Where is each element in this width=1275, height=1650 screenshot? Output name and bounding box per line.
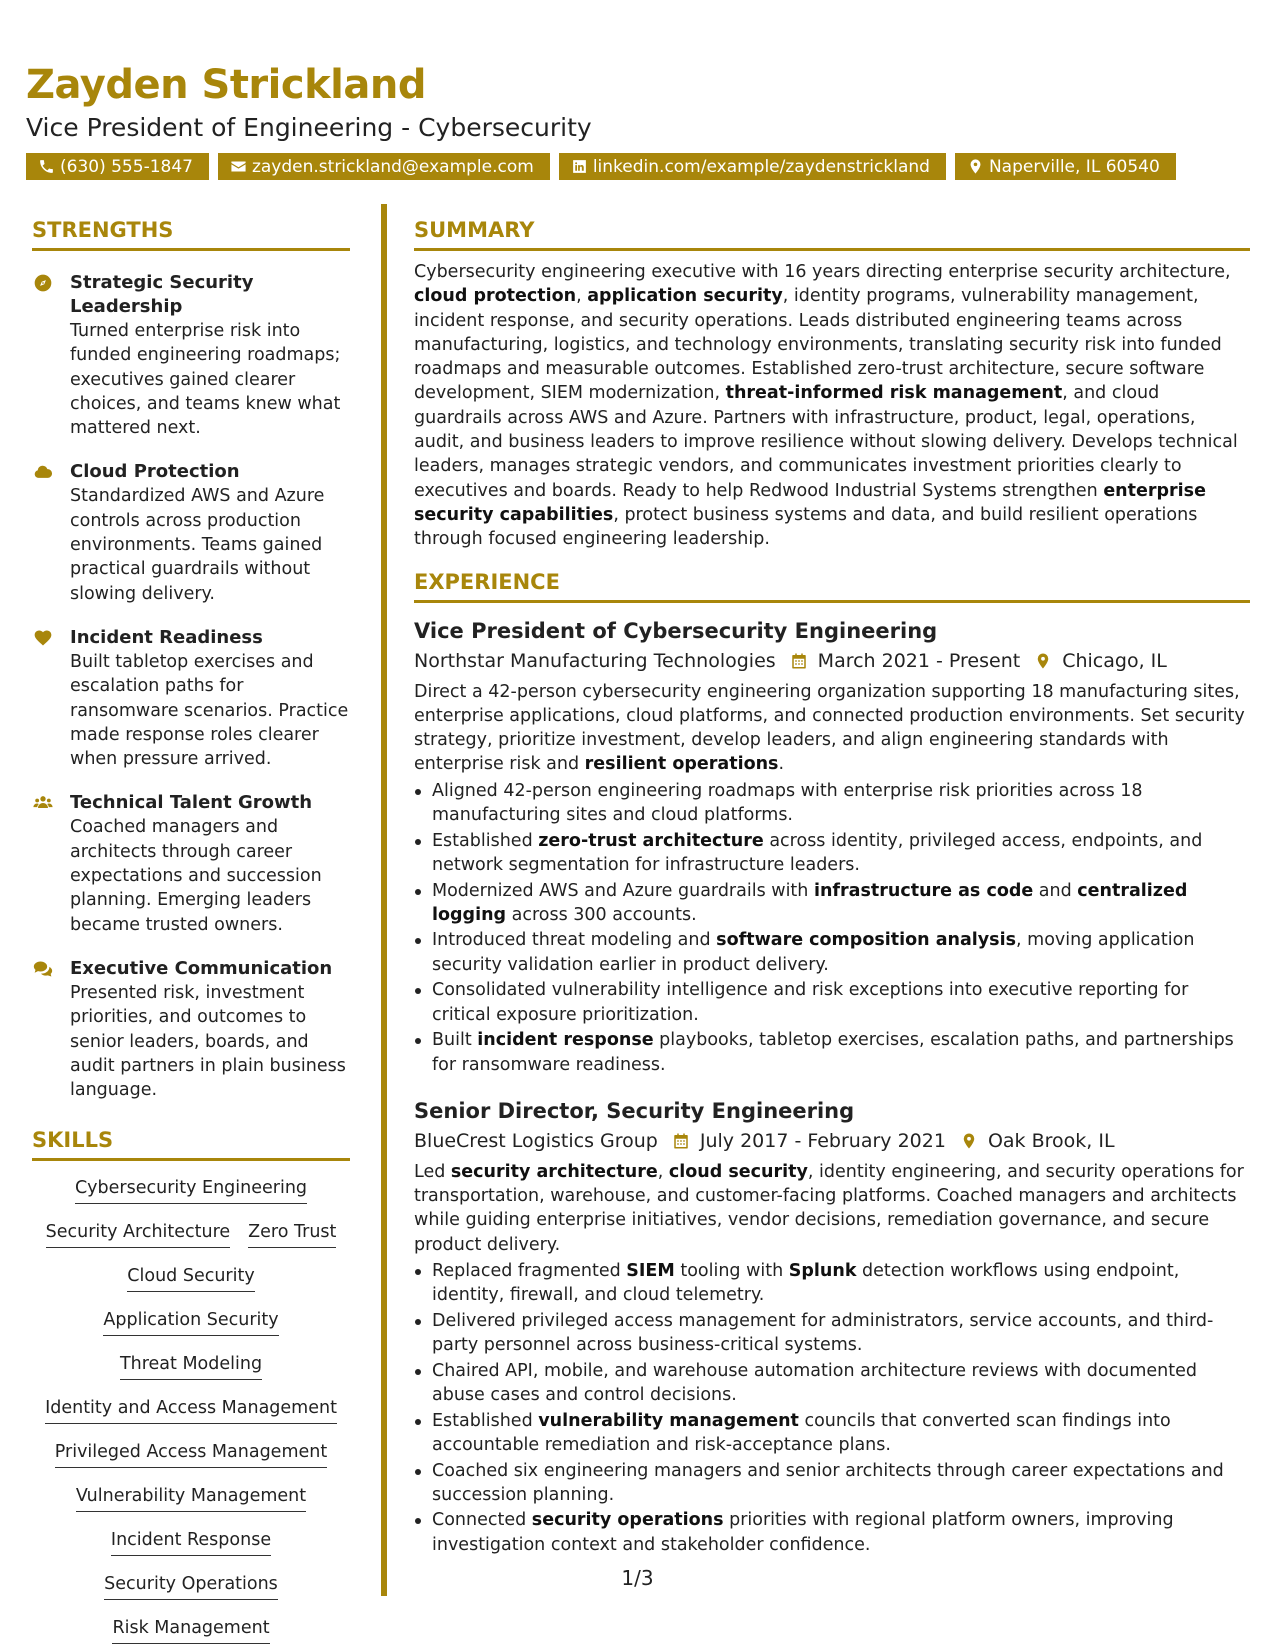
text-run: , identity engineering, and security operations for transportation, warehouse, and customer-facing platforms. Coached managers and architects while guiding enterprise initiatives, vendor decisions, remediation governance, and secure product delivery.: [414, 1161, 1244, 1255]
strength-desc: Turned enterprise risk into funded engineering roadmaps; executives gained clearer choices, and teams knew what mattered next.: [70, 321, 341, 439]
candidate-title: Vice President of Engineering - Cybersecurity: [26, 113, 592, 142]
linkedin-icon: [571, 158, 588, 175]
strength-item: [32, 460, 350, 605]
bullet-item: [414, 978, 1250, 1027]
strength-title: Technical Talent Growth: [70, 792, 313, 814]
text-run: Introduced threat modeling and: [432, 930, 717, 951]
page-number: 1/3: [621, 1566, 654, 1590]
text-run: across 300 accounts.: [506, 904, 697, 925]
bullet-item: [414, 1359, 1250, 1408]
job-dates: July 2017 - February 2021: [699, 1129, 946, 1152]
job-description: [414, 680, 1250, 777]
text-run: .: [778, 754, 785, 775]
column-divider: [381, 204, 387, 1596]
bullet-item: [414, 1028, 1250, 1077]
text-run: ,: [657, 1161, 669, 1182]
summary-text: [414, 260, 1250, 552]
skill-tag: Zero Trust: [248, 1221, 336, 1248]
bullet-item: [414, 1508, 1250, 1557]
job-title: Senior Director, Security Engineering: [414, 1098, 855, 1123]
emphasis-text: security architecture: [450, 1161, 658, 1182]
skill-tag: Application Security: [103, 1309, 278, 1336]
experience-heading: EXPERIENCE: [414, 570, 1250, 603]
bullet-item: [414, 928, 1250, 977]
calendar-icon: [672, 1131, 690, 1151]
emphasis-text: application security: [587, 286, 783, 307]
bullet-item: [414, 1259, 1250, 1308]
text-run: playbooks, tabletop exercises, escalation paths, and partnerships for ransomware readiness.: [432, 1030, 1234, 1075]
summary-heading: SUMMARY: [414, 218, 1250, 251]
emphasis-text: cloud protection: [414, 286, 577, 307]
users-icon: [32, 793, 54, 813]
comments-icon: [32, 959, 54, 979]
text-run: , moving application security validation earlier in product delivery.: [432, 930, 1195, 975]
contact-bar: [26, 153, 1176, 180]
emphasis-text: infrastructure as code: [813, 880, 1034, 901]
text-run: Built: [432, 1030, 478, 1051]
strength-item: [32, 626, 350, 771]
heart-icon: [32, 628, 54, 648]
job-meta: [414, 1128, 1250, 1154]
bullet-item: [414, 829, 1250, 878]
strength-desc: Coached managers and architects through career expectations and succession planning. Emerging leaders became trusted owners.: [70, 817, 322, 935]
text-run: Replaced fragmented: [432, 1260, 627, 1281]
phone-icon: [38, 158, 55, 175]
job-description: [414, 1160, 1250, 1257]
contact-phone[interactable]: [26, 153, 209, 180]
emphasis-text: enterprise security capabilities: [414, 480, 1206, 525]
right-column: [414, 218, 1250, 1558]
text-run: Chaired API, mobile, and warehouse automation architecture reviews with documented abuse cases and control decisions.: [432, 1360, 1197, 1406]
skill-tag: Security Architecture: [46, 1221, 231, 1248]
skill-tag: Cloud Security: [127, 1265, 254, 1292]
left-column: [32, 218, 350, 1644]
text-run: ,: [576, 286, 588, 307]
text-run: detection workflows using endpoint, identity, firewall, and cloud telemetry.: [432, 1260, 1180, 1306]
skills-heading: SKILLS: [32, 1128, 350, 1161]
bullet-item: [414, 879, 1250, 928]
text-run: Consolidated vulnerability intelligence and risk exceptions into executive reporting for critical exposure prioritization.: [432, 980, 1189, 1025]
job-bullets: [414, 1259, 1250, 1557]
strengths-heading: STRENGTHS: [32, 218, 350, 251]
text-run: tooling with: [674, 1260, 789, 1281]
location-text: Naperville, IL 60540: [988, 156, 1160, 177]
job-bullets: [414, 779, 1250, 1077]
text-run: Delivered privileged access management for administrators, service accounts, and third-party personnel across business-critical systems.: [432, 1310, 1214, 1356]
strength-title: Executive Communication: [70, 957, 333, 979]
strength-title: Cloud Protection: [70, 461, 240, 483]
envelope-icon: [230, 158, 247, 175]
job-dates: March 2021 - Present: [817, 649, 1021, 672]
job-location: Oak Brook, IL: [987, 1129, 1115, 1152]
job-title: Vice President of Cybersecurity Engineering: [414, 618, 938, 643]
bullet-item: [414, 1459, 1250, 1508]
skill-tag: Security Operations: [104, 1573, 278, 1600]
company-name: Northstar Manufacturing Technologies: [414, 649, 776, 672]
strength-title: Incident Readiness: [70, 626, 263, 648]
strength-desc: Presented risk, investment priorities, and outcomes to senior leaders, boards, and audit partners in plain business language.: [70, 982, 346, 1101]
emphasis-text: security operations: [531, 1510, 724, 1531]
linkedin-text: linkedin.com/example/zaydenstrickland: [592, 156, 930, 177]
bullet-item: [414, 779, 1250, 828]
skill-tag: Incident Response: [111, 1529, 271, 1556]
job-meta: [414, 648, 1250, 674]
skill-tag: Identity and Access Management: [45, 1397, 337, 1424]
email-text: zayden.strickland@example.com: [251, 156, 534, 177]
text-run: Cybersecurity engineering executive with 16 years directing enterprise security architecture,: [414, 262, 1231, 282]
company-name: BlueCrest Logistics Group: [414, 1129, 658, 1152]
contact-linkedin[interactable]: [559, 153, 946, 180]
text-run: Modernized AWS and Azure guardrails with: [432, 880, 814, 901]
emphasis-text: centralized logging: [432, 880, 1188, 925]
map-pin-icon: [960, 1131, 978, 1151]
bullet-item: [414, 1309, 1250, 1358]
contact-location: [955, 153, 1176, 180]
skill-tag: Risk Management: [112, 1617, 269, 1644]
text-run: and: [1033, 880, 1078, 901]
contact-email[interactable]: [218, 153, 550, 180]
strength-title: Strategic Security Leadership: [70, 272, 254, 317]
text-run: , identity programs, vulnerability management, incident response, and security operations. Leads distributed engineering teams across manufacturing, logistics, and technology environments, translating security risk into funded roadmaps and measurable outcomes. Established zero-trust architecture, secure software development, SIEM modernization,: [414, 286, 1222, 404]
emphasis-text: Splunk: [788, 1260, 857, 1281]
strength-item: [32, 957, 350, 1102]
skill-tag: Privileged Access Management: [55, 1441, 327, 1468]
emphasis-text: SIEM: [626, 1260, 675, 1281]
text-run: Coached six engineering managers and senior architects through career expectations and succession planning.: [432, 1460, 1224, 1505]
job-entry: [414, 1097, 1250, 1557]
text-run: Led: [414, 1161, 451, 1182]
text-run: , protect business systems and data, and build resilient operations through focused engineering leadership.: [414, 504, 1198, 550]
job-location: Chicago, IL: [1062, 649, 1167, 672]
strength-desc: Standardized AWS and Azure controls across production environments. Teams gained practical guardrails without slowing delivery.: [70, 486, 325, 604]
text-run: priorities with regional platform owners, improving investigation context and stakeholder confidence.: [432, 1510, 1174, 1555]
candidate-name: Zayden Strickland: [26, 62, 426, 108]
bullet-item: [414, 1409, 1250, 1458]
strength-item: [32, 271, 350, 440]
text-run: Direct a 42-person cybersecurity engineering organization supporting 18 manufacturing sites, enterprise applications, cloud platforms, and connected production environments. Set security strategy, prioritize investment, develop leaders, and align engineering standards with enterprise risk and: [414, 681, 1245, 775]
text-run: Established: [432, 830, 539, 851]
skill-tag: Threat Modeling: [120, 1353, 262, 1380]
emphasis-text: cloud security: [668, 1161, 808, 1182]
text-run: across identity, privileged access, endpoints, and network segmentation for infrastructure leaders.: [432, 830, 1203, 875]
skill-tag: Cybersecurity Engineering: [75, 1177, 307, 1204]
emphasis-text: software composition analysis: [716, 930, 1017, 951]
cloud-icon: [32, 462, 54, 482]
emphasis-text: vulnerability management: [538, 1410, 799, 1431]
map-pin-icon: [967, 158, 984, 175]
map-pin-icon: [1034, 651, 1052, 671]
job-entry: [414, 617, 1250, 1077]
phone-text: (630) 555-1847: [60, 156, 193, 177]
emphasis-text: zero-trust architecture: [538, 830, 764, 851]
emphasis-text: resilient operations: [584, 754, 779, 775]
strength-item: [32, 791, 350, 936]
text-run: , and cloud guardrails across AWS and Azure. Partners with infrastructure, product, legal, operations, audit, and business leaders to improve resilience without slowing delivery. Develops technical leaders, manages strategic vendors, and communicates investment priorities clearly to executives and boards. Ready to help Redwood Industrial Systems strengthen: [414, 383, 1238, 501]
calendar-icon: [790, 651, 808, 671]
text-run: Connected: [432, 1510, 532, 1531]
compass-icon: [32, 273, 54, 293]
text-run: Aligned 42-person engineering roadmaps with enterprise risk priorities across 18 manufacturing sites and cloud platforms.: [432, 780, 1143, 826]
text-run: councils that converted scan findings into accountable remediation and risk-acceptance plans.: [432, 1410, 1171, 1455]
text-run: Established: [432, 1410, 539, 1431]
strength-desc: Built tabletop exercises and escalation paths for ransomware scenarios. Practice made response roles clearer when pressure arrived.: [70, 651, 349, 770]
skill-tag: Vulnerability Management: [76, 1485, 306, 1512]
emphasis-text: threat-informed risk management: [725, 383, 1063, 404]
emphasis-text: incident response: [477, 1030, 654, 1051]
